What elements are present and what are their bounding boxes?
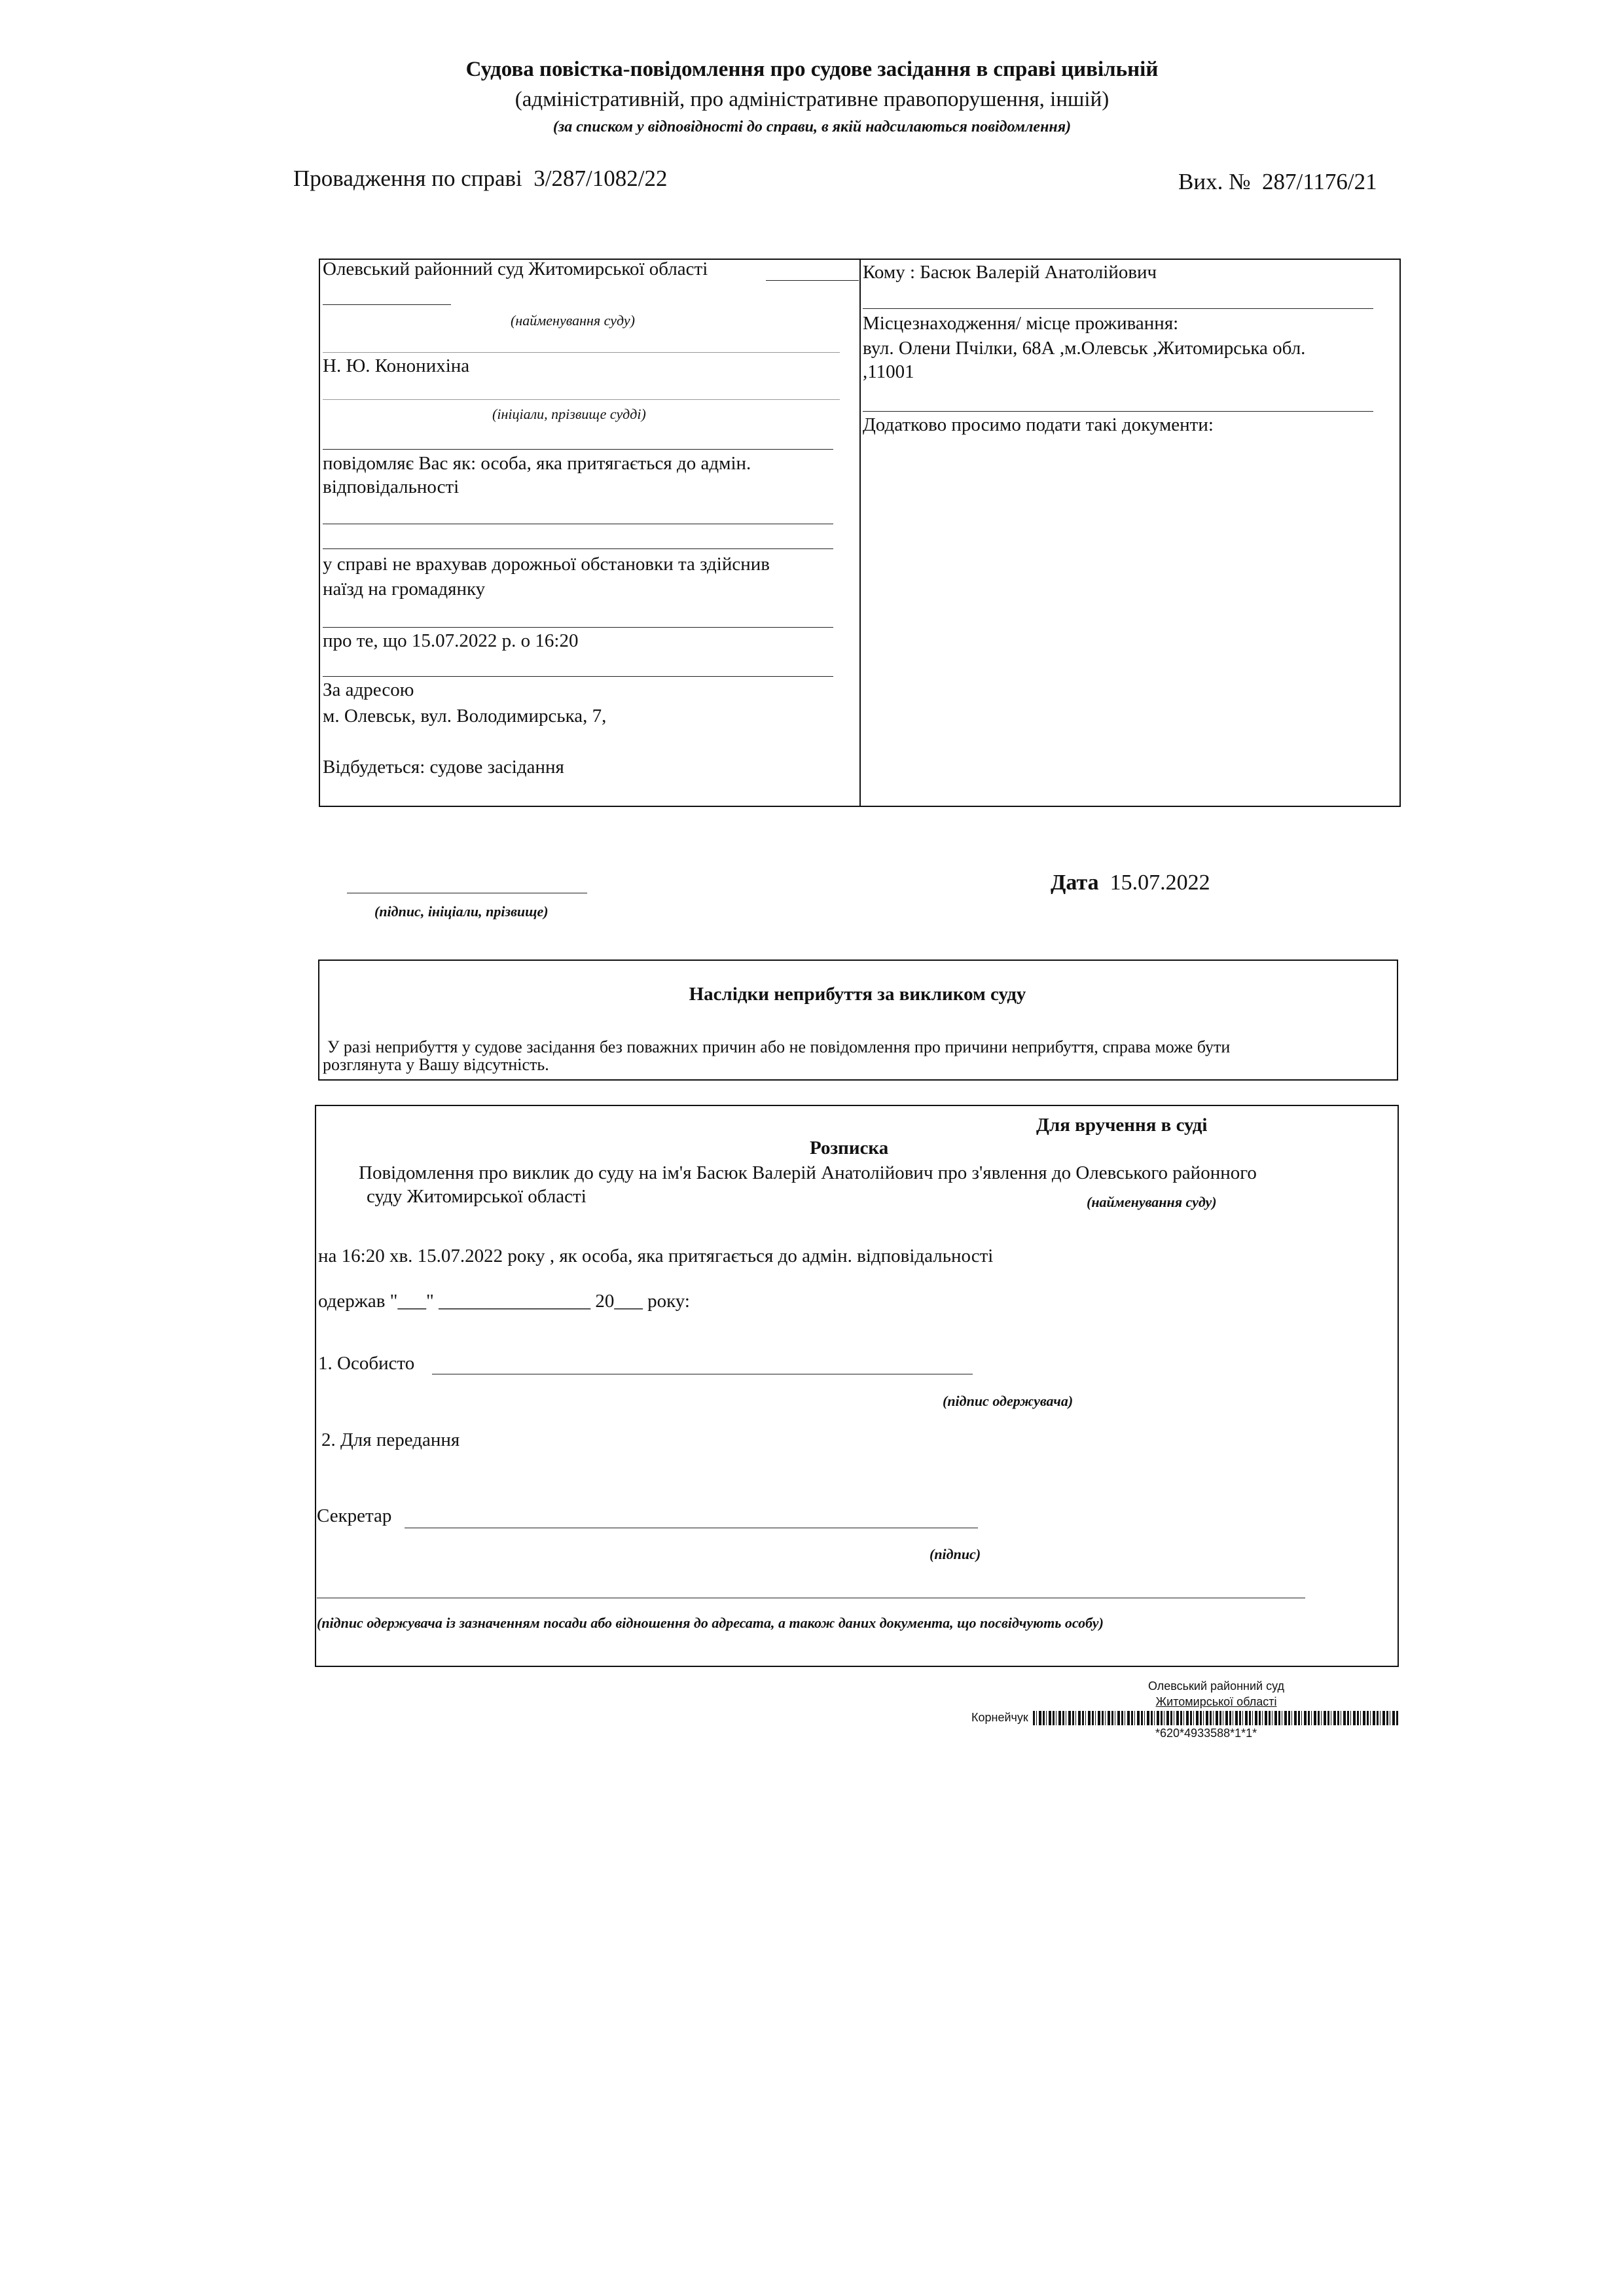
receipt-court-caption: (найменування суду) xyxy=(1087,1194,1217,1210)
court-name: Олевський районний суд Житомирської області xyxy=(323,259,708,279)
received-date-line: одержав "___" ________________ 20___ року: xyxy=(318,1291,690,1312)
barcode-code: *620*4933588*1*1* xyxy=(1155,1727,1257,1740)
consequences-line2: розглянута у Вашу відсутність. xyxy=(323,1055,549,1074)
date-row xyxy=(1051,870,1210,895)
location-line1: вул. Олени Пчілки, 68А ,м.Олевськ ,Житомирська обл. xyxy=(863,338,1306,359)
for-court-delivery: Для вручення в суді xyxy=(1036,1115,1208,1136)
case-number: 3/287/1082/22 xyxy=(533,166,668,191)
location-label: Місцезнаходження/ місце проживання: xyxy=(863,313,1179,334)
location-line2: ,11001 xyxy=(863,361,914,382)
outgoing-label: Вих. № xyxy=(1178,169,1251,194)
notifies-as-line1: повідомляє Вас як: особа, яка притягається до адмін. xyxy=(323,453,751,474)
case-number-row xyxy=(293,166,667,192)
date-label: Дата xyxy=(1051,870,1099,895)
receipt-line1: Повідомлення про виклик до суду на ім'я Басюк Валерій Анатолійович про з'явлення до Олевського районного xyxy=(359,1162,1257,1183)
secretary-signature-caption: (підпис) xyxy=(929,1546,981,1562)
court-caption: (найменування суду) xyxy=(511,312,635,329)
outgoing-number: 287/1176/21 xyxy=(1261,169,1377,194)
will-take-place: Відбудеться: судове засідання xyxy=(323,757,564,778)
additional-documents: Додатково просимо подати такі документи: xyxy=(863,414,1214,435)
receipt-time-line: на 16:20 хв. 15.07.2022 року , як особа, яка притягається до адмін. відповідальності xyxy=(318,1246,994,1266)
hearing-time: про те, що 15.07.2022 р. о 16:20 xyxy=(323,630,579,651)
hearing-address: м. Олевськ, вул. Володимирська, 7, xyxy=(323,706,607,726)
document-subtitle: (адміністративній, про адміністративне правопорушення, іншій) xyxy=(514,88,1110,111)
document-note: (за списком у відповідності до справи, в якій надсилаються повідомлення) xyxy=(552,118,1072,135)
column-divider xyxy=(859,259,861,807)
signature-caption: (підпис, ініціали, прізвище) xyxy=(374,903,549,920)
receipt-title: Розписка xyxy=(810,1138,889,1158)
judge-caption: (ініціали, прізвище судді) xyxy=(492,406,646,422)
recipient-name: Кому : Басюк Валерій Анатолійович xyxy=(863,262,1157,283)
for-transfer-label: 2. Для передання xyxy=(321,1429,460,1450)
receipt-line2: суду Житомирської області xyxy=(367,1186,586,1207)
document-title: Судова повістка-повідомлення про судове засідання в справі цивільній xyxy=(465,58,1159,81)
consequences-title: Наслідки неприбуття за викликом суду xyxy=(689,984,1026,1005)
stamp-court-line1: Олевський районний суд xyxy=(1147,1679,1285,1693)
outgoing-number-row xyxy=(1178,169,1377,195)
secretary-label: Секретар xyxy=(317,1505,392,1526)
recipient-signature-caption: (підпис одержувача) xyxy=(943,1393,1074,1409)
case-label: Провадження по справі xyxy=(293,166,522,191)
judge-name: Н. Ю. Кононихіна xyxy=(323,355,470,376)
address-label: За адресою xyxy=(323,679,414,700)
recipient-details-caption: (підпис одержувача із зазначенням посади або відношення до адресата, а також даних документа, що посвідчують особу) xyxy=(317,1615,1104,1631)
notifies-as-line2: відповідальності xyxy=(323,476,460,497)
case-description-line2: наїзд на громадянку xyxy=(323,579,486,600)
consequences-line1: У разі неприбуття у судове засідання без поважних причин або не повідомлення про причини неприбуття, справа може бути xyxy=(327,1037,1231,1056)
stamp-name: Корнейчук xyxy=(971,1711,1028,1724)
personally-label: 1. Особисто xyxy=(318,1353,415,1374)
case-description-line1: у справі не врахував дорожньої обстановки та здійснив xyxy=(323,554,770,575)
date-value: 15.07.2022 xyxy=(1110,870,1210,895)
stamp-court-line2: Житомирської області xyxy=(1155,1695,1277,1708)
barcode-icon xyxy=(1033,1711,1399,1725)
